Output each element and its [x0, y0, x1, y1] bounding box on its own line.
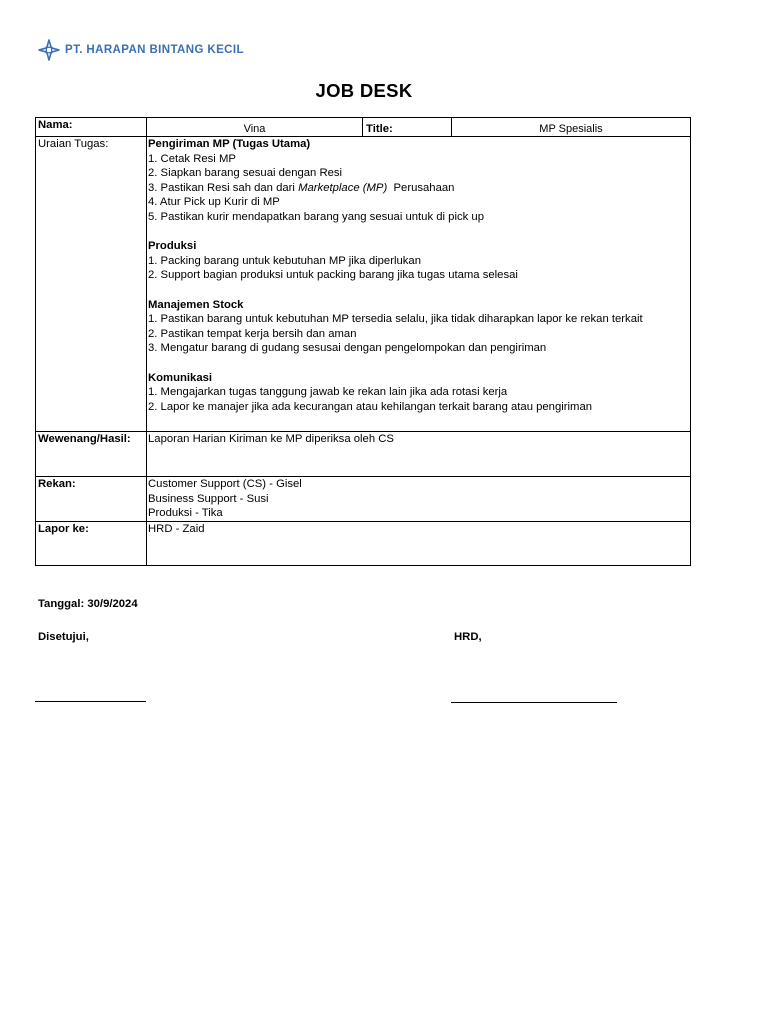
tasks-label: Uraian Tugas:	[38, 138, 109, 150]
task-item-italic-text: Marketplace (MP)	[298, 181, 388, 194]
task-item	[148, 181, 688, 196]
task-item: 3. Mengatur barang di gudang sesusai dengan pengelompokan dan pengiriman	[148, 342, 547, 355]
task-item: 2. Support bagian produksi untuk packing barang jika tugas utama selesai	[148, 269, 518, 282]
report-to-value: HRD - Zaid	[148, 523, 205, 535]
task-section-heading: Produksi	[148, 240, 197, 253]
task-item: 1. Mengajarkan tugas tanggung jawab ke rekan lain jika ada rotasi kerja	[148, 386, 508, 399]
task-item: 4. Atur Pick up Kurir di MP	[148, 196, 280, 209]
name-label: Nama:	[38, 119, 73, 131]
report-to-label: Lapor ke:	[38, 523, 89, 535]
date-text: Tanggal: 30/9/2024	[38, 598, 138, 610]
hrd-label: HRD,	[454, 631, 482, 643]
task-item: 5. Pastikan kurir mendapatkan barang yang sesuai untuk di pick up	[148, 210, 484, 223]
partner-item: Business Support - Susi	[148, 492, 269, 505]
task-section-heading: Pengiriman MP (Tugas Utama)	[148, 138, 311, 150]
task-item: 2. Siapkan barang sesuai dengan Resi	[148, 167, 343, 180]
approver-signature-line	[35, 701, 146, 702]
partner-item: Customer Support (CS) - Gisel	[148, 478, 302, 490]
task-item: 2. Lapor ke manajer jika ada kecurangan atau kehilangan terkait barang atau pengiriman	[148, 400, 593, 413]
tasks-content	[148, 137, 688, 414]
company-logo-icon	[38, 39, 60, 61]
page-title: JOB DESK	[315, 80, 413, 101]
partners-list	[148, 477, 302, 521]
authority-value: Laporan Harian Kiriman ke MP diperiksa oleh CS	[148, 433, 394, 445]
task-section-heading: Komunikasi	[148, 371, 213, 384]
hrd-signature-line	[451, 702, 617, 703]
title-value: MP Spesialis	[539, 123, 603, 135]
authority-label: Wewenang/Hasil:	[38, 433, 131, 445]
partner-item: Produksi - Tika	[148, 507, 223, 520]
task-item: 2. Pastikan tempat kerja bersih dan aman	[148, 327, 357, 340]
task-item: 1. Cetak Resi MP	[148, 152, 236, 165]
task-item: 1. Packing barang untuk kebutuhan MP jika diperlukan	[148, 254, 421, 267]
task-section-heading: Manajemen Stock	[148, 298, 244, 311]
approved-label: Disetujui,	[38, 631, 89, 643]
task-item: 1. Pastikan barang untuk kebutuhan MP tersedia selalu, jika tidak diharapkan lapor ke rekan terkait	[148, 313, 643, 326]
task-item-text: Perusahaan	[387, 181, 455, 194]
task-item-text: 3. Pastikan Resi sah dan dari	[148, 181, 299, 194]
company-logo	[38, 38, 244, 62]
partners-label: Rekan:	[38, 478, 76, 490]
company-name: PT. HARAPAN BINTANG KECIL	[65, 44, 244, 56]
name-value: Vina	[243, 123, 266, 135]
title-label: Title:	[366, 123, 393, 135]
